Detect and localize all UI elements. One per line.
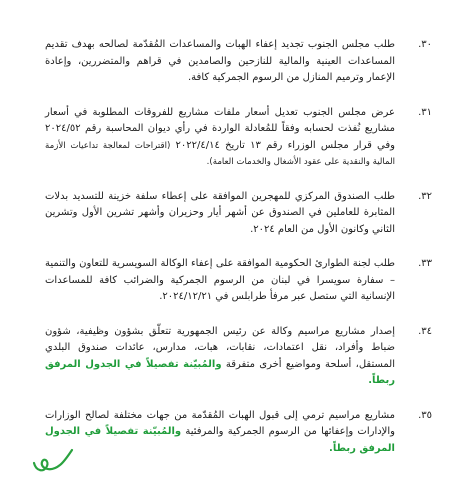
item-number: ٣٥. bbox=[418, 409, 432, 421]
item-highlight: والمُبيّنة تفصيلاً في الجدول المرفق ربطاً. bbox=[45, 358, 395, 386]
signature-icon bbox=[30, 446, 76, 476]
item-text bbox=[45, 37, 395, 87]
agenda-item-35 bbox=[45, 408, 432, 458]
signature-stroke bbox=[34, 450, 72, 470]
item-number: ٣١. bbox=[418, 106, 432, 118]
item-body: إصدار مشاريع مراسيم وكالة عن رئيس الجمهورية تتعلّق بشؤون وظيفية، شؤون ضباط وأفراد، نقل اعتمادات، نقابات، هبات، مدارس، عائدات صندوق البلدي المستقل، أسلحة ومواضيع أخرى متفرقة bbox=[45, 325, 396, 370]
item-number: ٣٠. bbox=[418, 39, 432, 50]
item-body: عرض مجلس الجنوب تعديل أسعار ملفات مشاريع للفروقات المطلوبة في أسعار مشاريع نُفذت لحسابه وفقاً للمُعادلة الواردة في رأي ديوان المحاسبة رقم ٢٠٢٤/٥٢ وفي قرار مجلس الوزراء رقم ١٣ تاريخ ٢٠٢٢/٤/١٤ bbox=[45, 106, 396, 151]
item-number: ٣٤. bbox=[418, 325, 432, 337]
item-note: (اقتراحات لمعالجة تداعيات الأزمة المالية والنقدية على عقود الأشغال والخدمات العامة). bbox=[45, 140, 395, 167]
item-body: مشاريع مراسيم ترمي إلى قبول الهبات المُقدّمة من جهات مختلفة لصالح الوزارات والإدارات وإعفائها من الرسوم الجمركية والمرفئية bbox=[45, 409, 395, 437]
item-number: ٣٢. bbox=[418, 190, 432, 202]
item-text bbox=[45, 324, 395, 390]
item-highlight: والمُبيّنة تفصيلاً في الجدول المرفق ربطاً. bbox=[45, 426, 395, 454]
agenda-item-32 bbox=[45, 189, 432, 239]
item-body: طلب لجنة الطوارئ الحكومية الموافقة على إعفاء الوكالة السويسرية للتعاون والتنمية – سفارة سويسرا في لبنان من الرسوم الجمركية والضرائب كافة للمساعدات الإنسانية التي ستصل عبر مرفأ طرابلس في ٢٠٢٤/١٢/٢١. bbox=[45, 258, 395, 302]
agenda-item-34 bbox=[45, 324, 432, 390]
item-body: طلب الصندوق المركزي للمهجرين الموافقة على إعطاء سلفة خزينة للتسديد بدلات المثابرة للعاملين في الصندوق عن أشهر أيار وحزيران وأشهر تشرين الأول وتشرين الثاني وكانون الأول من العام ٢٠٢٤. bbox=[45, 190, 395, 235]
item-text bbox=[45, 105, 395, 171]
item-body: طلب مجلس الجنوب تجديد إعفاء الهبات والمساعدات المُقدّمة لصالحه بهدف تقديم المساعدات العينية والمالية للنازحين والصامدين في قراهم والمتضررين، وإعادة الإعمار وترميم المنازل من الرسوم الجمركية كافة. bbox=[45, 39, 395, 83]
item-text bbox=[45, 256, 395, 306]
agenda-item-31 bbox=[45, 105, 432, 171]
agenda-item-30 bbox=[45, 37, 432, 87]
agenda-item-33 bbox=[45, 256, 432, 306]
item-text bbox=[45, 408, 395, 458]
item-text bbox=[45, 189, 395, 239]
item-number: ٣٣. bbox=[418, 258, 432, 269]
